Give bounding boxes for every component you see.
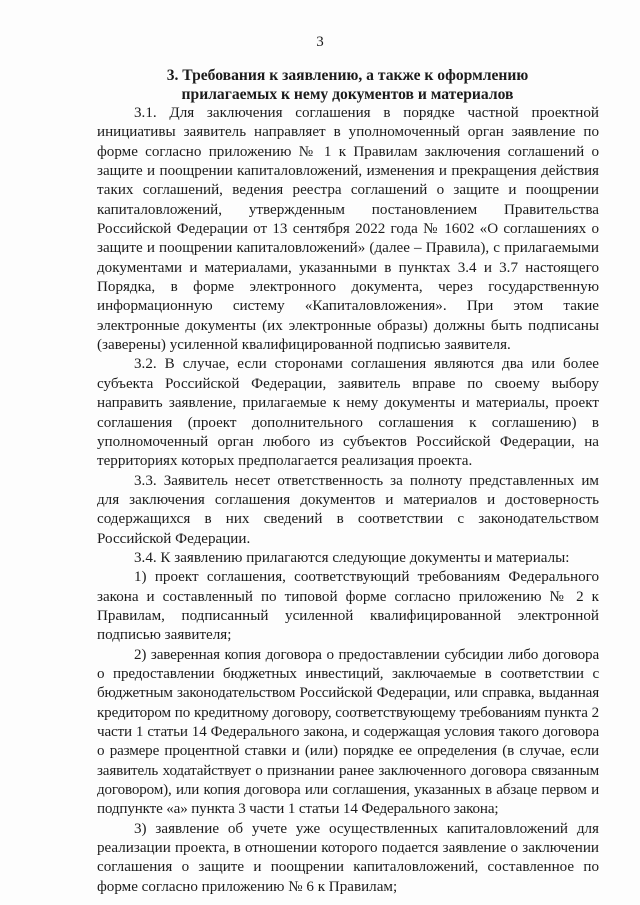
list-item-1: 1) проект соглашения, соответствующий требованиям Федерального закона и составленный по типовой форме согласно приложению № 2 к Правилам, подписанный усиленной квалифицированной электронной подписью заявителя; <box>97 569 599 644</box>
section-heading <box>95 66 600 104</box>
page-number: 3 <box>316 34 324 50</box>
paragraph-3-3: 3.3. Заявитель несет ответственность за полноту представленных им для заключения соглашения документов и материалов и достоверность содержащихся в них сведений в соответствии с законодательством Российской Федерации. <box>97 472 599 547</box>
list-item-3: 3) заявление об учете уже осуществленных капиталовложений для реализации проекта, в отношении которого подается заявление о заключении соглашения о защите и поощрении капиталовложений, составленное по форме согласно приложению № 6 к Правилам; <box>97 820 599 895</box>
list-item-2: 2) заверенная копия договора о предоставлении субсидии либо договора о предоставлении бюджетных инвестиций, заключаемые в соответствии с бюджетным законодательством Российской Федерации, или справка, выданная кредитором по кредитному договору, соответствующему требованиям пункта 2 части 1 статьи 14 Федерального закона, и содержащая условия такого договора о размере процентной ставки и (или) порядке ее определения (в случае, если заявитель ходатайствует о признании ранее заключенного договора связанным договором), или копия договора или соглашения, указанных в абзаце первом и подпункте «а» пункта 3 части 1 статьи 14 Федерального закона; <box>97 646 599 818</box>
paragraph-3-4: 3.4. К заявлению прилагаются следующие документы и материалы: <box>134 549 570 566</box>
section-heading-line-1: 3. Требования к заявлению, а также к оформлению <box>166 67 529 84</box>
section-heading-line-2: прилагаемых к нему документов и материалов <box>181 86 514 103</box>
paragraph-3-1: 3.1. Для заключения соглашения в порядке частной проектной инициативы заявитель направляет в уполномоченный орган заявление по форме согласно приложению № 1 к Правилам заключения соглашений о защите и поощрении капиталовложений, изменения и прекращения действия таких соглашений, ведения реестра соглашений о защите и поощрении капиталовложений, утвержденным постановлением Правительства Российской Федерации от 13 сентября 2022 года № 1602 «О соглашениях о защите и поощрении капиталовложений» (далее – Правила), с прилагаемыми документами и материалами, указанными в пунктах 3.4 и 3.7 настоящего Порядка, в форме электронного документа, через государственную информационную систему «Капиталовложения». При этом такие электронные документы (их электронные образы) должны быть подписаны (заверены) усиленной квалифицированной подписью заявителя. <box>97 105 599 354</box>
document-body <box>97 104 599 897</box>
paragraph-3-2: 3.2. В случае, если сторонами соглашения являются два или более субъекта Российской Федерации, заявитель вправе по своему выбору направить заявление, прилагаемые к нему документы и материалы, проект соглашения (проект дополнительного соглашения к соглашению) в уполномоченный орган любого из субъектов Российской Федерации, на территориях которых предполагается реализация проекта. <box>97 356 599 470</box>
